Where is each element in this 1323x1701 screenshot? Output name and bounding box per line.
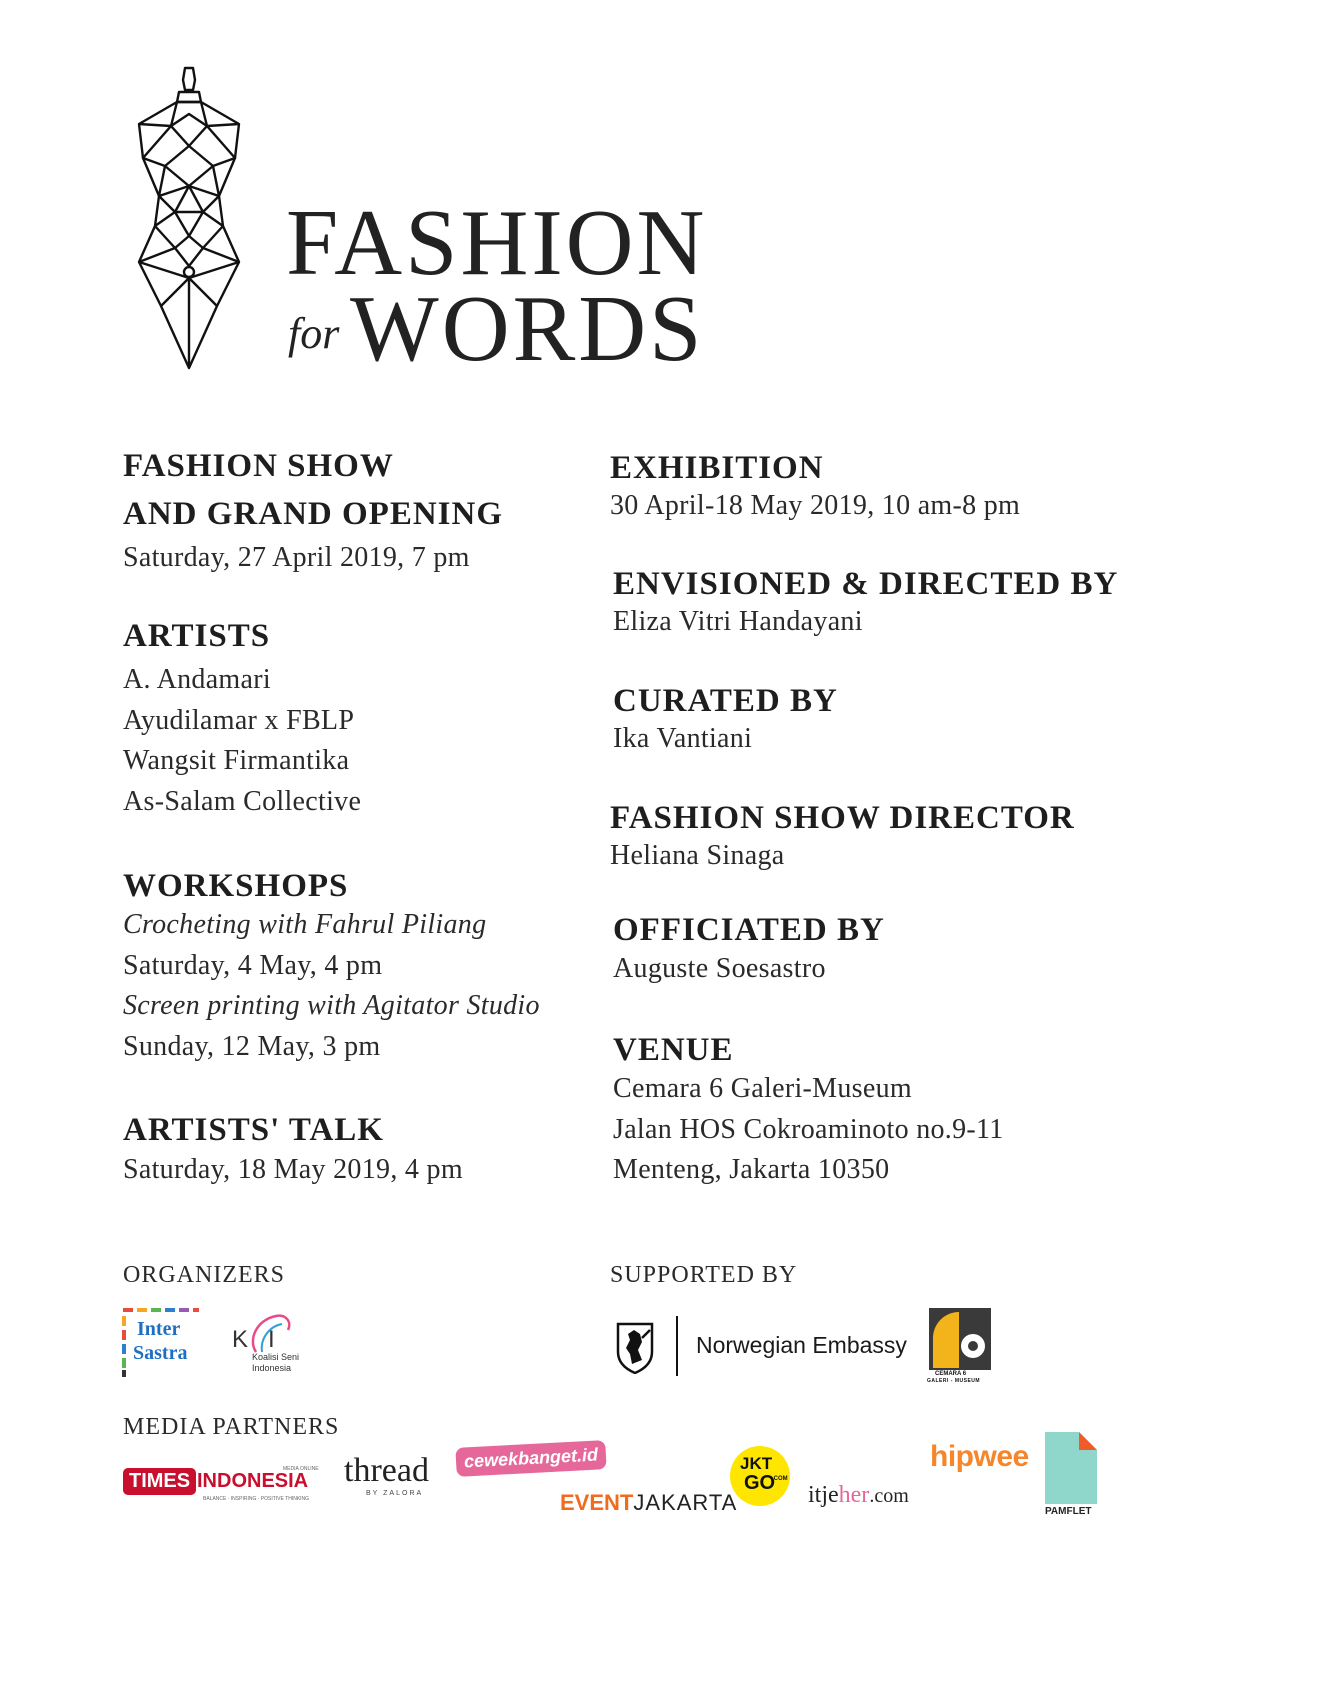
venue-heading: VENUE	[613, 1032, 734, 1068]
logo-fashion: FASHION	[286, 191, 708, 295]
artist-item: Wangsit Firmantika	[123, 745, 350, 776]
director-heading: FASHION SHOW DIRECTOR	[610, 800, 1075, 836]
logo-for: for	[288, 309, 340, 358]
officiated-name: Auguste Soesastro	[613, 953, 826, 984]
times-indonesia-text: INDONESIA	[197, 1470, 309, 1492]
intersastra-text-1: Inter	[137, 1318, 181, 1340]
mannequin-icon	[135, 66, 243, 372]
workshop-1-title: Crocheting with Fahrul Piliang	[123, 909, 487, 940]
cewekbanget-logo	[456, 1444, 600, 1478]
workshop-1-date: Saturday, 4 May, 4 pm	[123, 950, 383, 981]
organizers-label: ORGANIZERS	[123, 1262, 286, 1288]
itjeher-itje: itje	[808, 1482, 839, 1508]
exhibition-date: 30 April-18 May 2019, 10 am-8 pm	[610, 490, 1021, 521]
media-partners-label: MEDIA PARTNERS	[123, 1414, 340, 1440]
jktgo-logo	[730, 1446, 790, 1506]
workshop-2-title: Screen printing with Agitator Studio	[123, 990, 540, 1021]
artists-talk-heading: ARTISTS' TALK	[123, 1112, 384, 1148]
venue-line: Menteng, Jakarta 10350	[613, 1154, 890, 1185]
fashion-show-heading-2: AND GRAND OPENING	[123, 496, 503, 532]
cemara6-text-1: CEMARA 6	[935, 1371, 967, 1377]
officiated-heading: OFFICIATED BY	[613, 912, 885, 948]
venue-line: Jalan HOS Cokroaminoto no.9-11	[613, 1114, 1004, 1145]
ksi-name-2: Indonesia	[252, 1363, 292, 1373]
directed-heading: ENVISIONED & DIRECTED BY	[613, 566, 1119, 602]
cewekbanget-text: cewekbanget.id	[455, 1440, 606, 1477]
director-name: Heliana Sinaga	[610, 840, 785, 871]
jktgo-text-2: GO	[744, 1472, 776, 1494]
cemara6-mark-icon	[929, 1308, 991, 1370]
times-indonesia-logo	[123, 1466, 319, 1506]
ksi-name-1: Koalisi Seni	[252, 1352, 300, 1362]
jktgo-text-1: JKT	[740, 1454, 773, 1473]
pamflet-page-icon	[1045, 1432, 1097, 1504]
koalisi-seni-logo	[226, 1312, 316, 1376]
fashion-show-heading-1: FASHION SHOW	[123, 448, 394, 484]
norway-text: Norwegian Embassy	[696, 1332, 907, 1358]
eventjakarta-jakarta: JAKARTA	[633, 1490, 738, 1515]
ksi-letters: K I	[232, 1326, 275, 1353]
times-sub: BALANCE · INSPIRING · POSITIVE THINKING	[203, 1496, 310, 1502]
curated-name: Ika Vantiani	[613, 723, 753, 754]
eventjakarta-event: EVENT	[560, 1490, 634, 1515]
intersastra-text-2: Sastra	[133, 1342, 188, 1364]
itjeher-com: .com	[869, 1485, 909, 1507]
venue-line: Cemara 6 Galeri-Museum	[613, 1073, 912, 1104]
directed-name: Eliza Vitri Handayani	[613, 606, 863, 637]
intersastra-logo	[121, 1306, 201, 1378]
thread-sub: BY ZALORA	[366, 1490, 424, 1497]
curated-heading: CURATED BY	[613, 683, 838, 719]
fashion-show-date: Saturday, 27 April 2019, 7 pm	[123, 542, 470, 573]
pamflet-logo	[1045, 1432, 1099, 1520]
exhibition-heading: EXHIBITION	[610, 450, 824, 486]
hipwee-logo: hipwee	[930, 1440, 1029, 1473]
thread-logo	[344, 1452, 436, 1502]
norwegian-embassy-logo	[612, 1316, 912, 1376]
itjeher-her: her	[838, 1482, 870, 1508]
artists-heading: ARTISTS	[123, 618, 271, 654]
jktgo-text-3: .COM	[772, 1476, 788, 1482]
times-tag: MEDIA ONLINE	[283, 1466, 319, 1472]
artist-item: Ayudilamar x FBLP	[123, 705, 355, 736]
norway-divider	[676, 1316, 678, 1376]
itjeher-logo	[808, 1482, 936, 1516]
eventjakarta-logo	[560, 1490, 738, 1518]
logo-words: WORDS	[350, 277, 705, 381]
artist-item: A. Andamari	[123, 664, 271, 695]
pamflet-text: PAMFLET	[1045, 1506, 1092, 1517]
artists-talk-date: Saturday, 18 May 2019, 4 pm	[123, 1154, 463, 1185]
supported-label: SUPPORTED BY	[610, 1262, 798, 1288]
thread-text: thread	[344, 1452, 429, 1489]
cemara6-text-2: GALERI - MUSEUM	[927, 1378, 981, 1384]
artist-item: As-Salam Collective	[123, 786, 362, 817]
times-badge: TIMES	[123, 1468, 196, 1495]
cemara6-logo	[929, 1308, 991, 1384]
workshops-heading: WORKSHOPS	[123, 868, 349, 904]
norway-lion-crest-icon	[612, 1320, 658, 1374]
workshop-2-date: Sunday, 12 May, 3 pm	[123, 1031, 381, 1062]
